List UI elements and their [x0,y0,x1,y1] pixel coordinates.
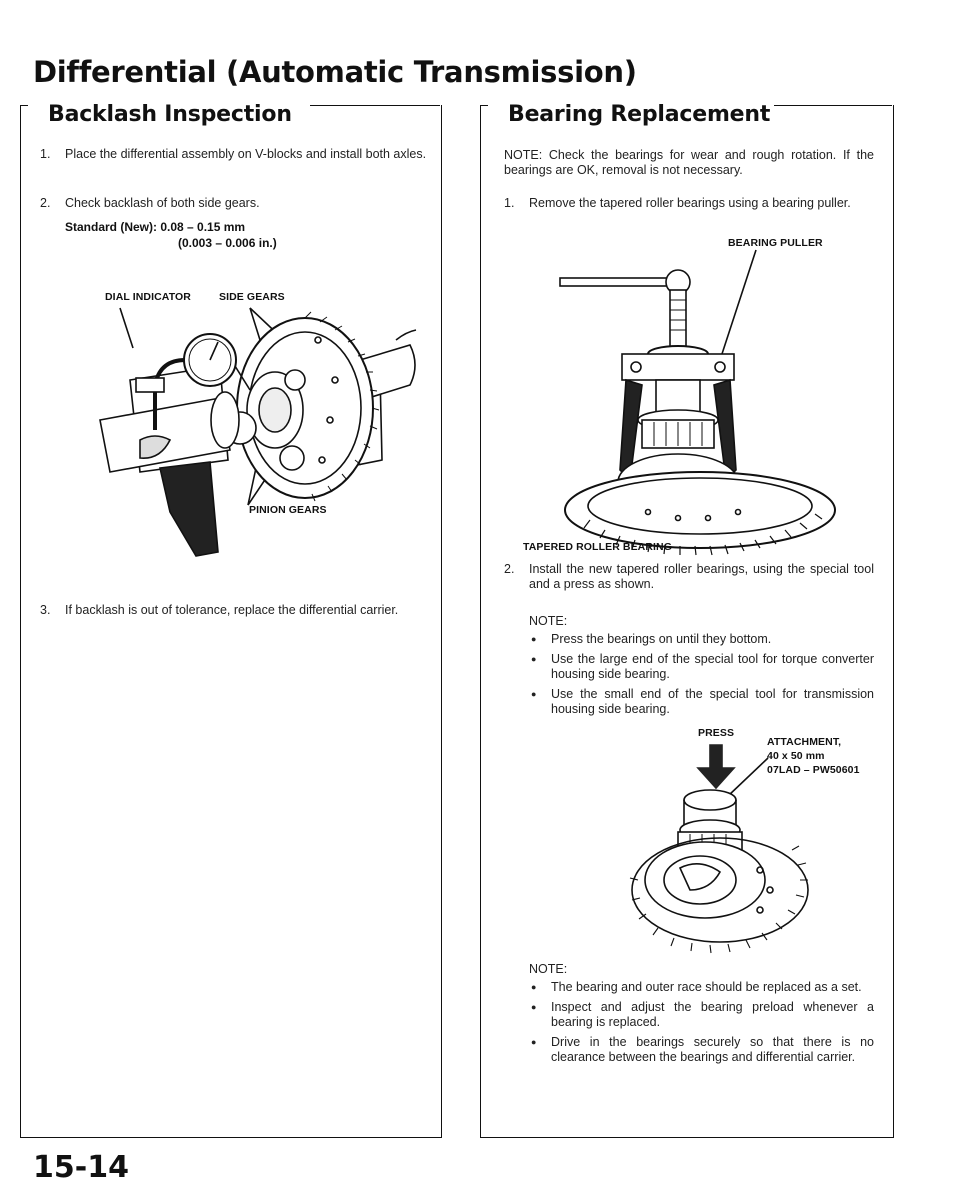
note-2-list [529,980,874,1070]
note-item: ● Use the small end of the special tool for transmission housing side bearing. [529,687,874,718]
note-item: ● Press the bearings on until they bottom. [529,632,874,648]
note-1-list [529,632,874,722]
label-side-gears: SIDE GEARS [219,291,285,303]
step-text: If backlash is out of tolerance, replace the differential carrier. [65,603,399,617]
step-number: 2. [504,562,515,576]
step-number: 2. [40,196,51,210]
press-illustration [610,740,830,950]
backlash-section [20,102,440,139]
note-item: ● Drive in the bearings securely so that there is no clearance between the bearings and differential carrier. [529,1035,874,1066]
label-attachment-size: 40 x 50 mm [767,750,825,762]
label-bearing-puller: BEARING PULLER [728,237,823,249]
backlash-standard-mm: Standard (New): 0.08 – 0.15 mm [65,220,246,234]
label-press: PRESS [698,727,735,739]
step-number: 3. [40,603,51,617]
label-attachment-part: 07LAD – PW50601 [767,764,860,776]
step-text: Check backlash of both side gears. [65,196,260,210]
backlash-standard-in: (0.003 – 0.006 in.) [178,236,277,250]
note-item: ● Use the large end of the special tool for torque converter housing side bearing. [529,652,874,683]
page-title: Differential (Automatic Transmission) [33,55,637,89]
note-item: ● Inspect and adjust the bearing preload whenever a bearing is replaced. [529,1000,874,1031]
step-number: 1. [40,147,51,161]
label-pinion-gears: PINION GEARS [249,504,327,516]
bearing-heading: Bearing Replacement [504,102,774,127]
step-text: Remove the tapered roller bearings using a bearing puller. [529,196,851,210]
page-number: 15-14 [33,1150,129,1185]
bearing-section [480,102,892,139]
backlash-section-frame [20,105,442,1138]
label-tapered-roller-bearing: TAPERED ROLLER BEARING [523,541,673,553]
backlash-illustration [100,300,420,560]
step-text: Install the new tapered roller bearings, using the special tool and a press as shown. [529,562,874,591]
note-1-heading: NOTE: [529,614,568,628]
note-item: ● The bearing and outer race should be replaced as a set. [529,980,874,996]
label-attachment: ATTACHMENT, [767,736,842,748]
label-dial-indicator: DIAL INDICATOR [105,291,191,303]
bearing-puller-illustration [560,250,860,550]
note-2-heading: NOTE: [529,962,568,976]
step-text: Place the differential assembly on V-blocks and install both axles. [65,147,427,161]
backlash-heading: Backlash Inspection [44,102,296,127]
bearing-note-intro: NOTE: Check the bearings for wear and rough rotation. If the bearings are OK, removal is not necessary. [504,148,874,177]
step-number: 1. [504,196,515,210]
